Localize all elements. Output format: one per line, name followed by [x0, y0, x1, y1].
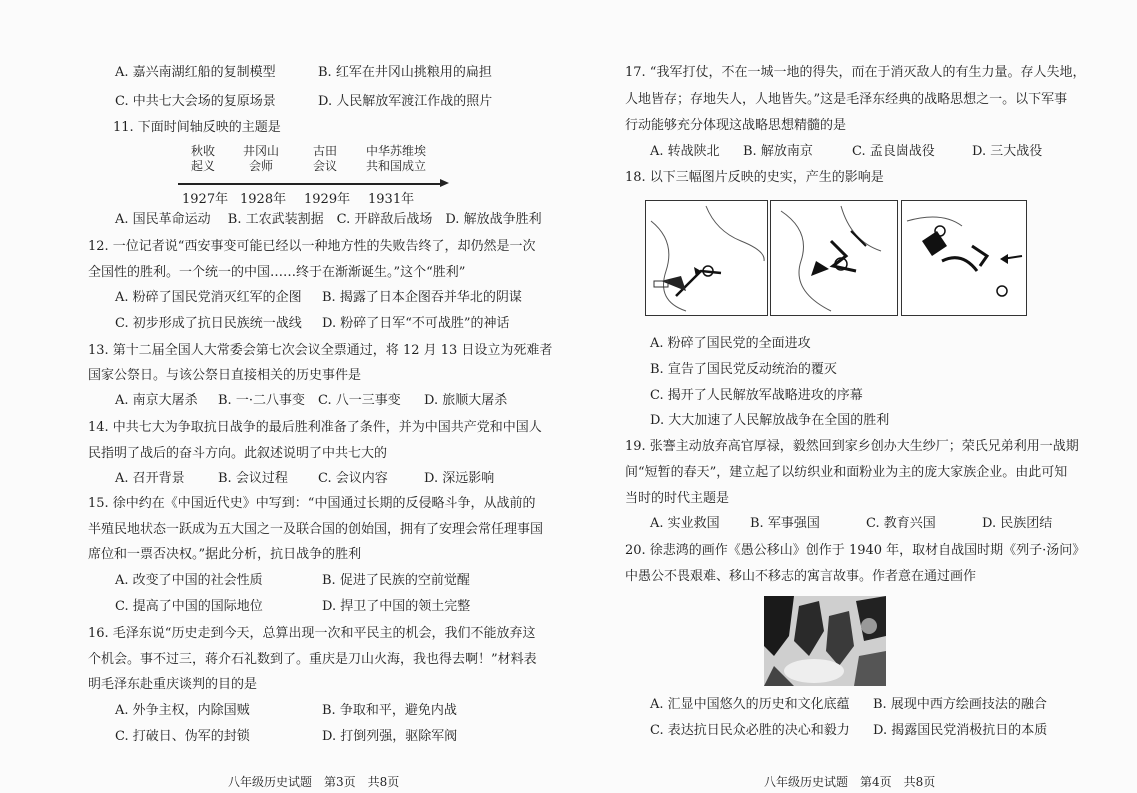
q17-option-c: C. 孟良崮战役: [852, 144, 935, 159]
timeline-event: 中华苏维埃 共和国成立: [365, 144, 426, 173]
timeline-year: 1928年: [240, 192, 287, 207]
q10-option-d: D. 人民解放军渡江作战的照片: [318, 94, 493, 109]
q20-option-c: C. 表达抗日民众必胜的决心和毅力: [650, 723, 850, 738]
q13-option-c: C. 八一三事变: [318, 393, 401, 408]
q18-option-c: C. 揭开了人民解放军战略进攻的序幕: [650, 388, 863, 403]
q19-option-b: B. 军事强国: [750, 516, 820, 531]
q15-option-c: C. 提高了中国的国际地位: [115, 599, 263, 614]
q17-line3: 行动能够充分体现这战略思想精髓的是: [625, 118, 847, 133]
timeline-event: 古田 会议: [312, 144, 337, 173]
q12-line2: 全国性的胜利。一个统一的中国……终于在渐渐诞生。”这个“胜利”: [88, 265, 466, 280]
q14-option-c: C. 会议内容: [318, 471, 388, 486]
q13-line2: 国家公祭日。与该公祭日直接相关的历史事件是: [88, 368, 362, 383]
q10-option-a: A. 嘉兴南湖红船的复制模型: [115, 65, 276, 80]
q20-option-d: D. 揭露国民党消极抗日的本质: [873, 723, 1048, 738]
timeline-event: 秋收 起义: [190, 144, 215, 173]
q17-line2: 人地皆存；存地失人，人地皆失。”这是毛泽东经典的战略思想之一。以下军事: [625, 92, 1068, 107]
q15-option-a: A. 改变了中国的社会性质: [115, 573, 263, 588]
q15-option-b: B. 促进了民族的空前觉醒: [322, 573, 470, 588]
q14-option-b: B. 会议过程: [218, 471, 288, 486]
q17-option-b: B. 解放南京: [743, 144, 813, 159]
q13-option-d: D. 旅顺大屠杀: [424, 393, 508, 408]
q17-option-d: D. 三大战役: [972, 144, 1043, 159]
q16-option-c: C. 打破日、伪军的封锁: [115, 729, 250, 744]
q18-option-d: D. 大大加速了人民解放战争在全国的胜利: [650, 413, 890, 428]
timeline-year: 1929年: [304, 192, 351, 207]
q18-stem: 18. 以下三幅图片反映的史实，产生的影响是: [625, 170, 884, 185]
q14-option-a: A. 召开背景: [115, 471, 185, 486]
q18-option-a: A. 粉碎了国民党的全面进攻: [650, 336, 811, 351]
q15-line2: 半殖民地状态一跃成为五大国之一及联合国的创始国，拥有了安理会常任理事国: [88, 522, 544, 537]
timeline-arrow-icon: [440, 179, 449, 187]
q14-line1: 14. 中共七大为争取抗日战争的最后胜利准备了条件，并为中国共产党和中国人: [88, 420, 542, 435]
q12-option-b: B. 揭露了日本企图吞并华北的阴谋: [322, 290, 522, 305]
q12-line1: 12. 一位记者说“西安事变可能已经以一种地方性的失败告终了，却仍然是一次: [88, 239, 536, 254]
q16-option-a: A. 外争主权，内除国贼: [115, 703, 250, 718]
q12-option-c: C. 初步形成了抗日民族统一战线: [115, 316, 302, 331]
q17-option-a: A. 转战陕北: [650, 144, 720, 159]
painting-image: [764, 596, 886, 686]
q13-option-b: B. 一·二八事变: [218, 393, 305, 408]
q16-option-b: B. 争取和平，避免内战: [322, 703, 457, 718]
q20-line2: 中愚公不畏艰难、移山不移志的寓言故事。作者意在通过画作: [625, 569, 977, 584]
q12-option-d: D. 粉碎了日军“不可战胜”的神话: [322, 316, 510, 331]
timeline-axis: [178, 183, 442, 185]
q16-line1: 16. 毛泽东说“历史走到今天，总算出现一次和平民主的机会，我们不能放弃这: [88, 626, 536, 641]
q20-line1: 20. 徐悲鸿的画作《愚公移山》创作于 1940 年，取材自战国时期《列子·汤问》: [625, 543, 1086, 558]
timeline-event: 井冈山 会师: [242, 144, 279, 173]
q14-line2: 民指明了战后的奋斗方向。此叙述说明了中共七大的: [88, 446, 388, 461]
q11-options: A. 国民革命运动 B. 工农武装割据 C. 开辟敌后战场 D. 解放战争胜利: [115, 212, 542, 227]
q20-option-b: B. 展现中西方绘画技法的融合: [873, 697, 1047, 712]
q13-line1: 13. 第十二届全国人大常委会第七次会议全票通过，将 12 月 13 日设立为死难者: [88, 343, 553, 358]
q19-line1: 19. 张謇主动放弃高官厚禄，毅然回到家乡创办大生纱厂；荣氏兄弟利用一战期: [625, 439, 1079, 454]
map-image-3: [901, 200, 1027, 316]
q17-line1: 17. “我军打仗，不在一城一地的得失，而在于消灭敌人的有生力量。存人失地，: [625, 65, 1086, 80]
q16-line2: 个机会。事不过三，蒋介石礼数到了。重庆是刀山火海，我也得去啊！”材料表: [88, 652, 537, 667]
q19-line2: 间“短暂的春天”，建立起了以纺织业和面粉业为主的庞大家族企业。由此可知: [625, 465, 1068, 480]
q16-option-d: D. 打倒列强，驱除军阀: [322, 729, 458, 744]
q19-option-d: D. 民族团结: [982, 516, 1053, 531]
q11-stem: 11. 下面时间轴反映的主题是: [113, 120, 281, 135]
q10-option-b: B. 红军在井冈山挑粮用的扁担: [318, 65, 492, 80]
timeline-year: 1931年: [368, 192, 415, 207]
map-image-1: [645, 200, 768, 316]
q14-option-d: D. 深远影响: [424, 471, 495, 486]
left-page: [0, 0, 568, 793]
page-footer: 八年级历史试题 第4页 共8页: [764, 775, 936, 789]
q19-option-c: C. 教育兴国: [866, 516, 936, 531]
q13-option-a: A. 南京大屠杀: [115, 393, 198, 408]
q15-line3: 席位和一票否决权。”据此分析，抗日战争的胜利: [88, 547, 362, 562]
q20-option-a: A. 汇显中国悠久的历史和文化底蕴: [650, 697, 850, 712]
q16-line3: 明毛泽东赴重庆谈判的目的是: [88, 677, 258, 692]
q18-option-b: B. 宣告了国民党反动统治的覆灭: [650, 362, 837, 377]
page-footer: 八年级历史试题 第3页 共8页: [228, 775, 400, 789]
q10-option-c: C. 中共七大会场的复原场景: [115, 94, 276, 109]
map-image-2: [770, 200, 898, 316]
q19-line3: 当时的时代主题是: [625, 491, 730, 506]
timeline-year: 1927年: [182, 192, 229, 207]
q19-option-a: A. 实业救国: [650, 516, 720, 531]
q15-option-d: D. 捍卫了中国的领土完整: [322, 599, 471, 614]
q15-line1: 15. 徐中约在《中国近代史》中写到：“中国通过长期的反侵略斗争，从战前的: [88, 496, 536, 511]
q12-option-a: A. 粉碎了国民党消灭红军的企图: [115, 290, 302, 305]
